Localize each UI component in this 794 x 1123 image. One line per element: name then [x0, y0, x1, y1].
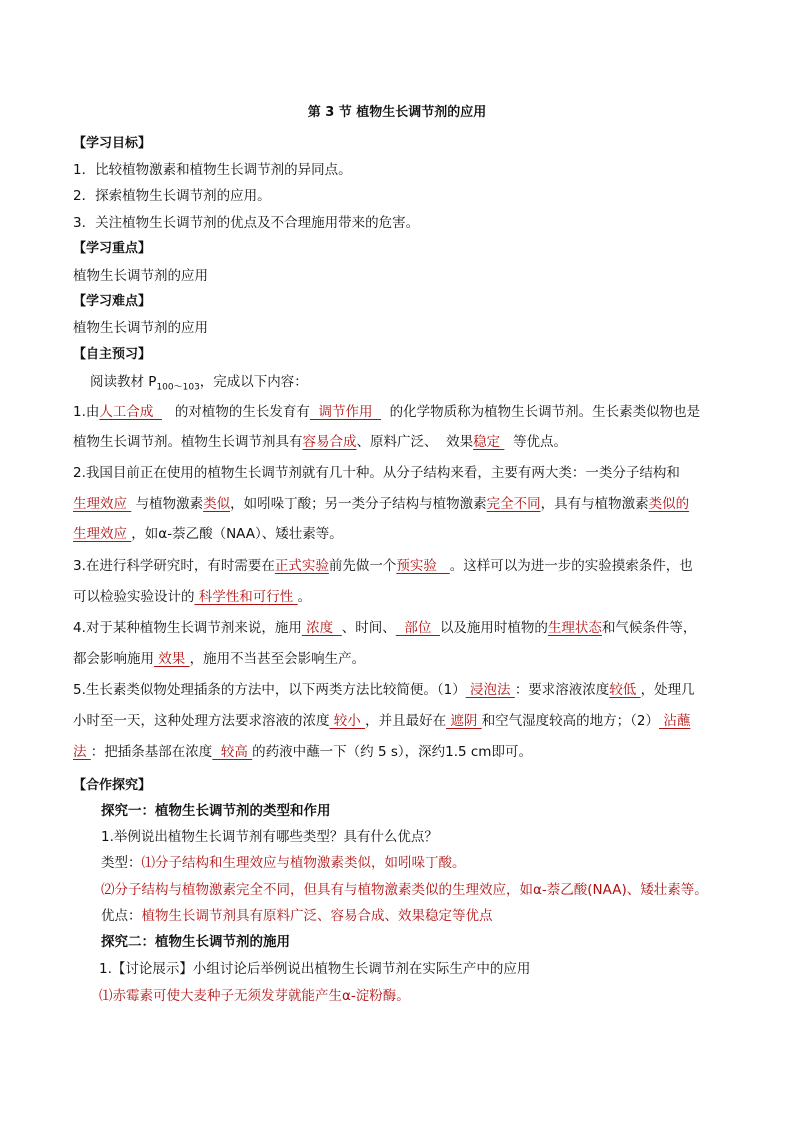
- question-2-line-3: [73, 524, 724, 544]
- text: 和气候条件等，: [601, 620, 697, 636]
- text: 小时至一天，这种处理方法要求溶液的浓度: [73, 713, 330, 729]
- answer-blank: 生理效应: [73, 496, 132, 512]
- answer-blank: 较高: [212, 744, 253, 760]
- question-2-line-2: [73, 494, 724, 514]
- question-5-line-1: [73, 680, 724, 700]
- question-2-line-1: 2.我国目前正在使用的植物生长调节剂就有几十种。从分子结构来看，主要有两大类：一类分子结构和: [73, 465, 680, 481]
- answer-blank: 效果: [154, 651, 190, 667]
- advantages-label: 优点：: [101, 908, 142, 924]
- question-3-line-1: [73, 556, 724, 576]
- text: ，如吲哚丁酸；另一类分子结构与植物激素: [230, 496, 487, 512]
- question-5-line-2: [73, 711, 724, 731]
- preview-intro: [90, 372, 724, 392]
- difficulty-text: 植物生长调节剂的应用: [73, 320, 208, 336]
- text: ：要求溶液浓度: [514, 682, 610, 698]
- explore-2-title: 探究二：植物生长调节剂的施用: [101, 934, 290, 950]
- answer-blank: 浓度: [301, 620, 342, 636]
- text: ：把插条基部在浓度: [90, 744, 213, 760]
- text: 以及施用时植物的: [439, 620, 548, 636]
- text: 都会影响施用: [73, 651, 154, 667]
- answer-blank: 遮阴: [446, 713, 482, 729]
- question-1-line-1: [73, 402, 724, 422]
- text: ，如α-萘乙酸（NAA）、矮壮素等。: [131, 526, 343, 542]
- answer-text: ⑴分子结构和生理效应与植物激素类似，如吲哚丁酸。: [141, 855, 466, 871]
- text: 5.生长素类似物处理插条的方法中，以下两类方法比较简便。（1）: [73, 682, 466, 698]
- answer-text: 植物生长调节剂具有原料广泛、容易合成、效果稳定等优点: [141, 908, 493, 924]
- explore-1-type-2: ⑵分子结构与植物激素完全不同，但具有与植物激素类似的生理效应，如α-萘乙酸(NAA)、矮壮素等。: [101, 882, 708, 898]
- page-range: 100～103: [156, 382, 200, 393]
- preview-heading: 【自主预习】: [73, 347, 152, 362]
- answer-blank: 部位: [395, 620, 440, 636]
- text: 。这样可以为进一步的实验摸索条件，也: [449, 558, 693, 574]
- types-label: 类型：: [101, 855, 142, 871]
- question-3-line-2: [73, 587, 724, 607]
- answer-blank: 较小: [329, 713, 366, 729]
- answer-blank: 较低: [609, 682, 641, 698]
- text: 等优点。: [504, 434, 567, 450]
- answer-blank: 人工合成: [99, 404, 162, 420]
- question-4-line-2: [73, 649, 724, 669]
- text: 1.由: [73, 404, 100, 420]
- answer-blank: 容易合成: [302, 434, 357, 450]
- answer-blank: 科学性和可行性: [194, 589, 298, 605]
- goal-item: 3．关注植物生长调节剂的优点及不合理施用带来的危害。: [73, 215, 420, 231]
- answer-blank: 类似: [203, 496, 231, 512]
- text: ，处理几: [640, 682, 695, 698]
- answer-blank: 正式实验: [274, 558, 329, 574]
- explore-1-advantages: [101, 906, 724, 926]
- text: ，并且最好在: [365, 713, 447, 729]
- answer-blank: 沾蘸: [659, 713, 691, 729]
- explore-1-title: 探究一：植物生长调节剂的类型和作用: [101, 803, 331, 819]
- answer-blank: 生理效应: [73, 526, 132, 542]
- goal-item: 1．比较植物激素和植物生长调节剂的异同点。: [73, 162, 352, 178]
- answer-blank: 完全不同: [486, 496, 541, 512]
- text: 前先做一个: [328, 558, 397, 574]
- text: 3.在进行科学研究时，有时需要在: [73, 558, 275, 574]
- answer-blank: 稳定: [473, 434, 505, 450]
- question-1-line-2: [73, 432, 724, 452]
- text: 。: [297, 589, 312, 605]
- text: ，施用不当甚至会影响生产。: [189, 651, 366, 667]
- answer-blank: 生理状态: [547, 620, 602, 636]
- answer-blank: 法: [73, 744, 91, 760]
- page-title: 第 3 节 植物生长调节剂的应用: [307, 105, 487, 120]
- focus-text: 植物生长调节剂的应用: [73, 268, 208, 284]
- difficulty-heading: 【学习难点】: [73, 294, 152, 309]
- explore-1-types: [101, 853, 724, 873]
- goal-item: 2．探索植物生长调节剂的应用。: [73, 188, 271, 204]
- intro-text: ，完成以下内容：: [199, 374, 308, 390]
- text: 、原料广泛、 效果: [356, 434, 474, 450]
- explore-2-question: 1.【讨论展示】小组讨论后举例说出植物生长调节剂在实际生产中的应用: [99, 961, 531, 977]
- text: 、时间、: [341, 620, 396, 636]
- explore-2-answer-1: ⑴赤霉素可使大麦种子无须发芽就能产生α-淀粉酶。: [99, 988, 410, 1004]
- focus-heading: 【学习重点】: [73, 241, 152, 256]
- text: 可以检验实验设计的: [73, 589, 195, 605]
- text: 4.对于某种植物生长调节剂来说，施用: [73, 620, 302, 636]
- text: 与植物激素: [131, 496, 204, 512]
- goals-heading: 【学习目标】: [73, 136, 152, 151]
- answer-blank: 浸泡法: [465, 682, 515, 698]
- text: 的药液中蘸一下（约 5 s），深约1.5 cm即可。: [252, 744, 532, 760]
- text: 和空气湿度较高的地方；（2）: [481, 713, 660, 729]
- text: 植物生长调节剂。植物生长调节剂具有: [73, 434, 303, 450]
- text: ，具有与植物激素: [540, 496, 649, 512]
- answer-blank: 预实验: [396, 558, 450, 574]
- question-4-line-1: [73, 618, 724, 638]
- answer-blank: 调节作用: [309, 404, 382, 420]
- answer-blank: 类似的: [648, 496, 690, 512]
- intro-text: 阅读教材 P: [90, 374, 157, 390]
- question-5-line-3: [73, 742, 724, 762]
- explore-heading: 【合作探究】: [73, 778, 152, 793]
- text: 的化学物质称为植物生长调节剂。生长素类似物也是: [381, 404, 701, 420]
- text: 的对植物的生长发育有: [161, 404, 310, 420]
- explore-1-question: 1.举例说出植物生长调节剂有哪些类型？具有什么优点？: [101, 829, 438, 845]
